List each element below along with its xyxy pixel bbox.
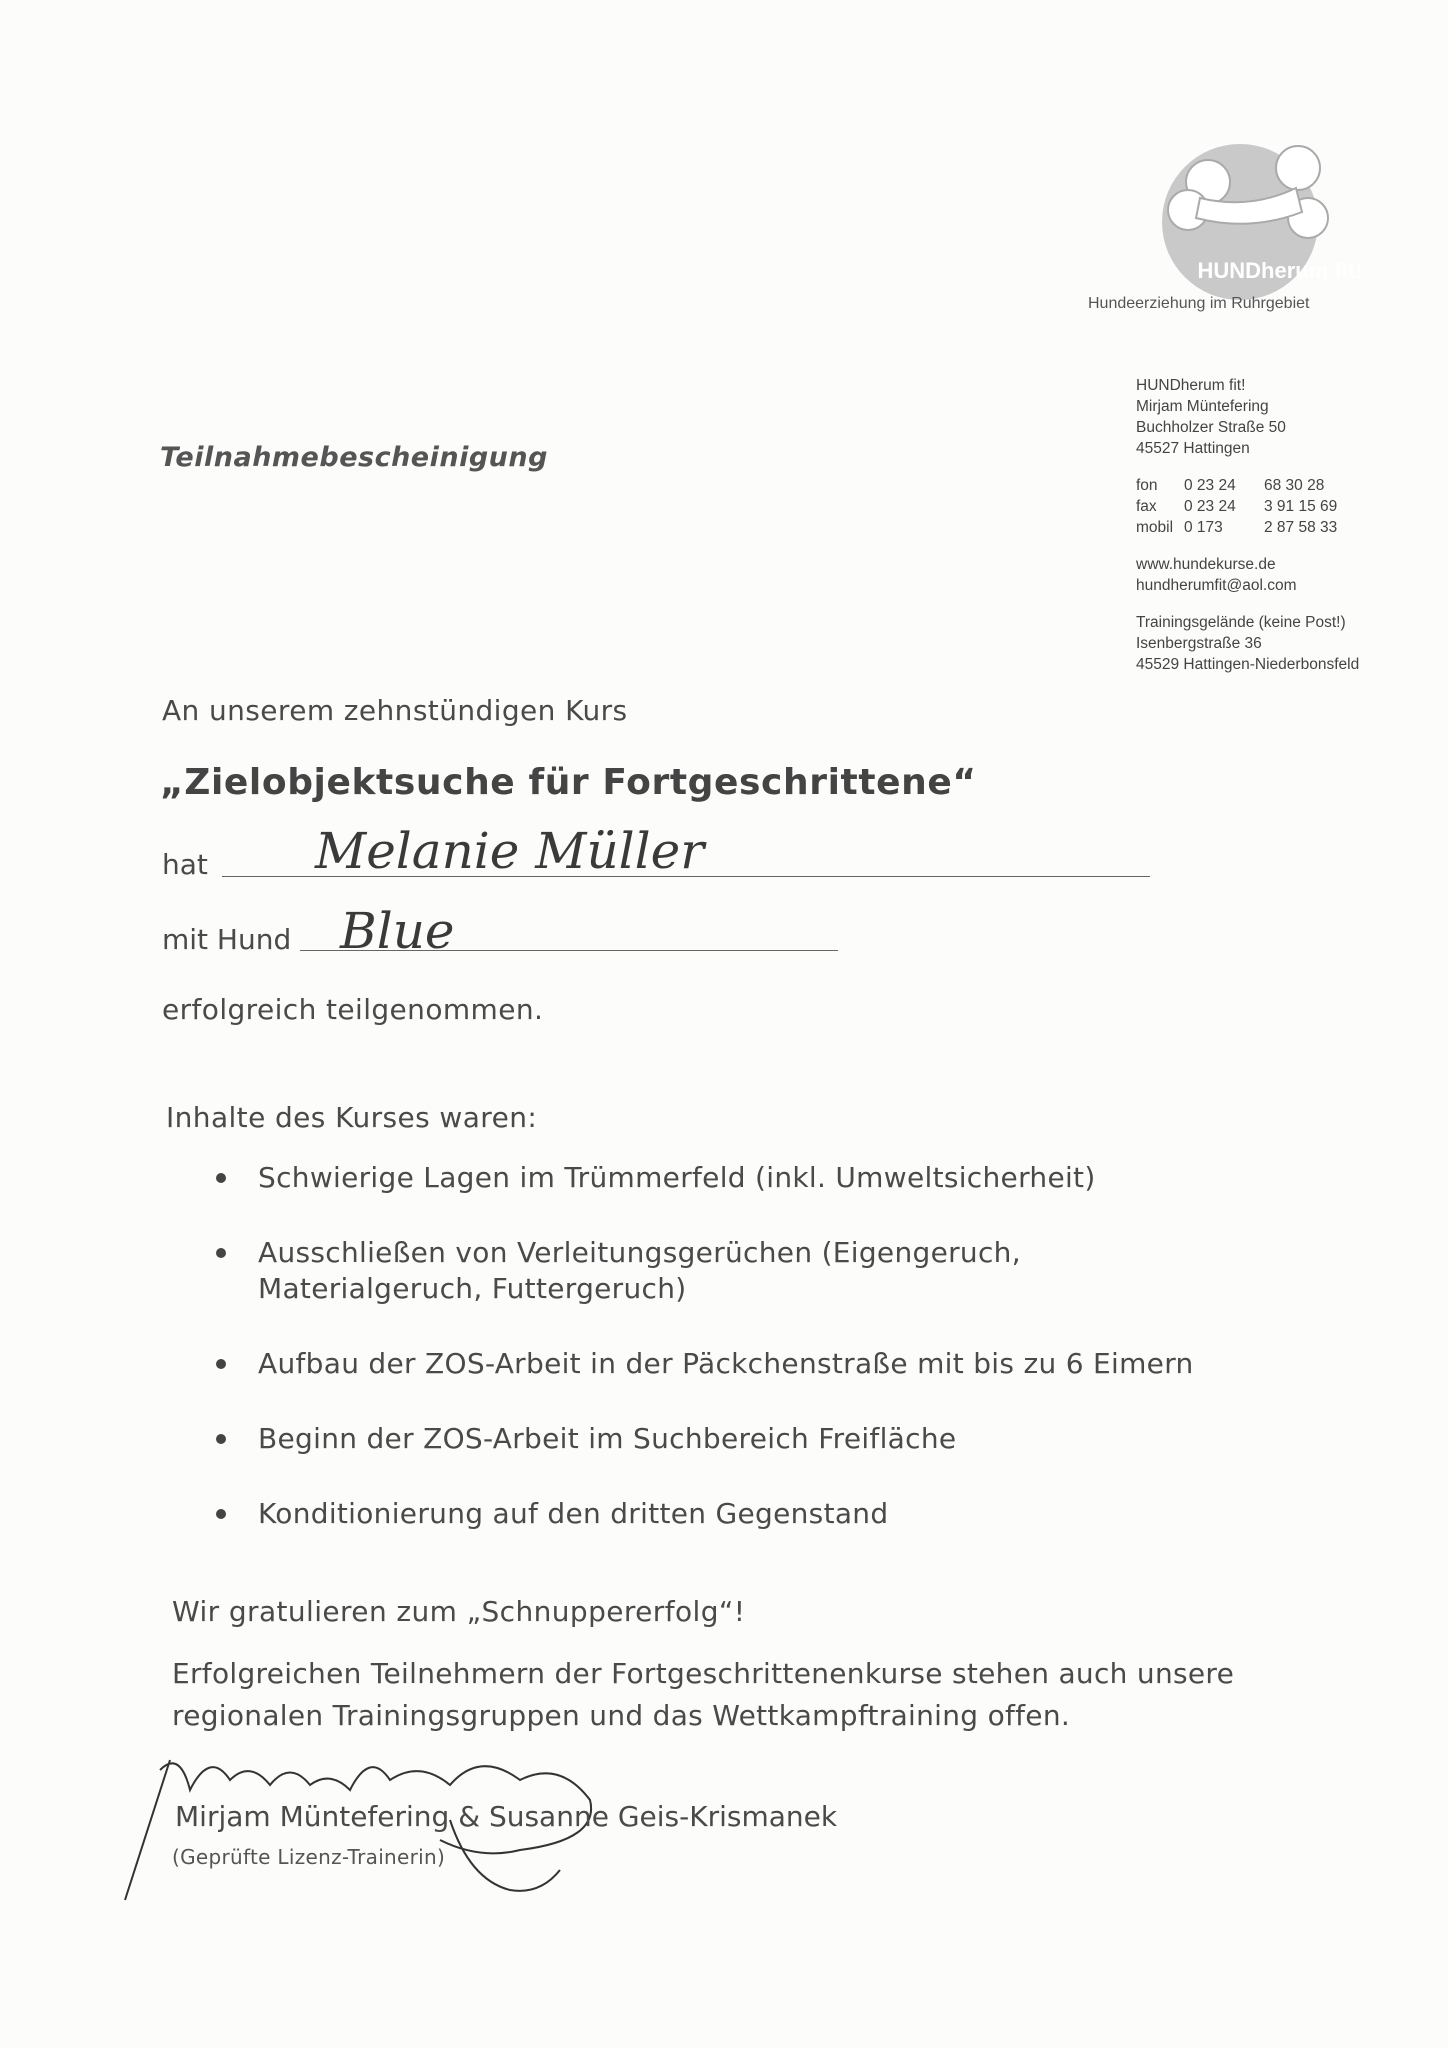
training-city: 45529 Hattingen-Niederbonsfeld <box>1136 656 1360 673</box>
contact-block <box>1136 375 1359 675</box>
topic-text: Schwierige Lagen im Trümmerfeld (inkl. Umweltsicherheit) <box>258 1161 1096 1194</box>
contact-company: HUNDherum fit! <box>1136 377 1246 394</box>
phone-label: mobil <box>1136 519 1174 536</box>
signer-role: (Geprüfte Lizenz-Trainerin) <box>172 1845 446 1869</box>
phone-row-fon <box>1136 475 1359 496</box>
list-item <box>210 1346 1310 1382</box>
topic-text: Aufbau der ZOS-Arbeit in der Päckchenstraße mit bis zu 6 Eimern <box>258 1347 1194 1380</box>
congrats-text: Wir gratulieren zum „Schnuppererfolg“! <box>172 1595 746 1628</box>
phone-area: 0 23 24 <box>1184 498 1236 515</box>
list-item <box>210 1160 1310 1196</box>
logo-brand-text: HUNDherum fit! <box>1197 258 1363 283</box>
participant-name: Melanie Müller <box>315 822 705 880</box>
dog-bone-icon <box>1130 140 1363 300</box>
phone-area: 0 173 <box>1184 519 1223 536</box>
participant-name-handwriting <box>315 812 775 892</box>
list-item <box>210 1235 1098 1307</box>
participant-label: hat <box>162 848 208 881</box>
topic-text: Beginn der ZOS-Arbeit im Suchbereich Freifläche <box>258 1422 957 1455</box>
phone-label: fax <box>1136 498 1157 515</box>
bullet-icon <box>216 1509 226 1519</box>
signers-text: Mirjam Müntefering & Susanne Geis-Krismanek <box>175 1800 838 1833</box>
document-title: Teilnahmebescheinigung <box>160 442 548 473</box>
contact-email: hundherumfit@aol.com <box>1136 577 1297 594</box>
contents-label: Inhalte des Kurses waren: <box>166 1101 538 1134</box>
dog-label: mit Hund <box>162 923 292 956</box>
logo-tagline: Hundeerziehung im Ruhrgebiet <box>1088 295 1310 312</box>
dog-name: Blue <box>340 902 455 960</box>
closing-text: Erfolgreichen Teilnehmern der Fortgeschrittenenkurse stehen auch unsere regionalen Trainingsgruppen und das Wettkampftraining offen. <box>172 1657 1235 1732</box>
list-item <box>210 1421 1310 1457</box>
phone-label: fon <box>1136 477 1158 494</box>
dog-name-handwriting <box>340 892 600 972</box>
topic-text: Konditionierung auf den dritten Gegenstand <box>258 1497 889 1530</box>
contact-web: www.hundekurse.de <box>1136 556 1276 573</box>
topic-text: Ausschließen von Verleitungsgerüchen (Eigengeruch, Materialgeruch, Futtergeruch) <box>258 1236 1021 1305</box>
phone-area: 0 23 24 <box>1184 477 1236 494</box>
topic-list <box>210 1160 1310 1571</box>
bullet-icon <box>216 1248 226 1258</box>
company-logo <box>1130 140 1363 300</box>
bullet-icon <box>216 1359 226 1369</box>
phone-number: 2 87 58 33 <box>1264 519 1338 536</box>
training-street: Isenbergstraße 36 <box>1136 635 1262 652</box>
training-ground-label: Trainingsgelände (keine Post!) <box>1136 614 1346 631</box>
contact-person: Mirjam Müntefering <box>1136 398 1269 415</box>
phone-row-fax <box>1136 496 1359 517</box>
course-name: „Zielobjektsuche für Fortgeschrittene“ <box>160 762 977 803</box>
bullet-icon <box>216 1434 226 1444</box>
bullet-icon <box>216 1173 226 1183</box>
success-text: erfolgreich teilgenommen. <box>162 993 544 1026</box>
contact-city: 45527 Hattingen <box>1136 440 1250 457</box>
contact-street: Buchholzer Straße 50 <box>1136 419 1286 436</box>
phone-number: 3 91 15 69 <box>1264 498 1338 515</box>
phone-number: 68 30 28 <box>1264 477 1325 494</box>
intro-text: An unserem zehnstündigen Kurs <box>162 694 628 727</box>
phone-row-mobil <box>1136 517 1359 538</box>
list-item <box>210 1496 1310 1532</box>
